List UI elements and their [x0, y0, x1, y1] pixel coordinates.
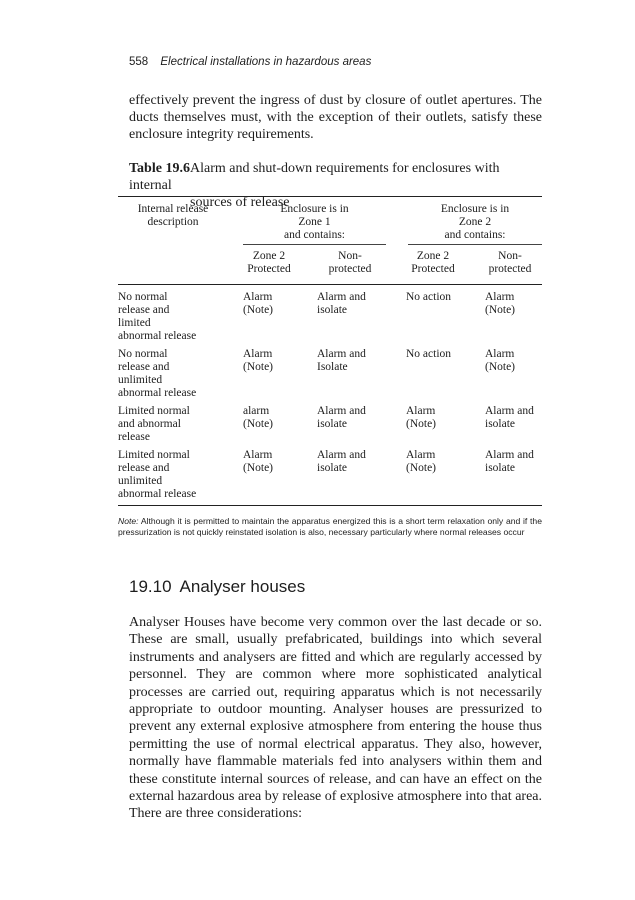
- caption-line-2: sources of release: [190, 195, 290, 210]
- row-z2-protected: [406, 291, 486, 304]
- page-number: 558: [129, 56, 149, 68]
- note-label: Note:: [118, 516, 139, 526]
- row-desc-line: No normal: [118, 291, 168, 303]
- row-desc-line: No normal: [118, 348, 168, 360]
- header-zone1-group: [243, 203, 386, 242]
- row-z2-protected: [406, 348, 486, 361]
- header-z1-protected: [237, 250, 301, 276]
- cell-line: (Note): [243, 361, 274, 373]
- row-z1-nonprotected: [317, 348, 397, 374]
- header-z1-nonprotected-line2: protected: [328, 263, 372, 275]
- row-z1-nonprotected: [317, 291, 397, 317]
- header-desc-line2: description: [147, 216, 199, 228]
- row-z2-protected: [406, 449, 486, 475]
- row-desc-line: unlimited: [118, 475, 163, 487]
- row-desc-line: Limited normal: [118, 449, 190, 461]
- section-paragraph: Analyser Houses have become very common over the last decade or so. These are small, usually prefabricated, buildings into which several instruments and analysers are fitted and which are regularly accessed by personnel. They are common where more sophisticated analytical processes are carried out, requiring apparatus which is not necessarily appropriate to outdoor mounting. Analyser houses are pressurized to prevent any external explosive atmosphere from entering the house thus permitting the use of normal electrical apparatus. They also, however, normally have flammable materials fed into analysers within them and these constitute internal sources of release, and can have an effect on the external hazardous area by release of explosive atmosphere into that area. There are three considerations:: [129, 615, 542, 822]
- row-desc-line: limited: [118, 317, 151, 329]
- table-note: [118, 516, 542, 538]
- cell-line: (Note): [485, 304, 516, 316]
- intro-paragraph: effectively prevent the ingress of dust by closure of outlet apertures. The ducts themselves must, with the exception of their outlets, satisfy these enclosure integrity requirements.: [129, 93, 542, 142]
- header-z1-protected-line1: Zone 2: [252, 250, 286, 262]
- cell-line: isolate: [317, 418, 348, 430]
- cell-line: Alarm and: [317, 291, 366, 303]
- cell-line: isolate: [485, 418, 516, 430]
- cell-line: isolate: [317, 462, 348, 474]
- header-z2-protected-line2: Protected: [411, 263, 455, 275]
- header-zone2-line1: Enclosure is in: [440, 203, 510, 215]
- row-z1-protected: [243, 348, 323, 374]
- row-desc-line: abnormal release: [118, 488, 197, 500]
- row-z2-nonprotected: [485, 348, 565, 374]
- header-z2-protected-line1: Zone 2: [416, 250, 450, 262]
- caption-line-1: Alarm and shut-down requirements for enclosures with internal: [129, 161, 500, 193]
- cell-line: (Note): [243, 462, 274, 474]
- row-z1-protected: [243, 449, 323, 475]
- row-desc: [118, 348, 233, 400]
- section-heading: [129, 577, 305, 597]
- note-text: Although it is permitted to maintain the apparatus energized this is a short term relaxation only and if the pressurization is not quickly reinstated isolation is also, necessary particularly where normal releases occur: [118, 516, 542, 537]
- cell-line: Alarm and: [317, 405, 366, 417]
- section-number: 19.10: [129, 577, 172, 596]
- header-zone1-line2: Zone 1: [298, 216, 331, 228]
- header-desc: [118, 203, 228, 229]
- row-z1-nonprotected: [317, 405, 397, 431]
- row-desc-line: Limited normal: [118, 405, 190, 417]
- header-z2-protected: [401, 250, 465, 276]
- header-zone1-line1: Enclosure is in: [280, 203, 349, 215]
- row-z1-protected: [243, 291, 323, 317]
- header-z2-nonprotected: [478, 250, 542, 276]
- table-header-rule: [118, 284, 542, 285]
- cell-line: Alarm and: [485, 449, 534, 461]
- cell-line: Alarm and: [485, 405, 534, 417]
- subheader-rule-zone1: [243, 244, 386, 245]
- row-desc: [118, 405, 233, 444]
- header-z1-nonprotected-line1: Non-: [338, 250, 362, 262]
- cell-line: Isolate: [317, 361, 348, 373]
- row-z2-nonprotected: [485, 405, 565, 431]
- table-bottom-rule: [118, 505, 542, 506]
- row-desc-line: and abnormal: [118, 418, 181, 430]
- header-zone1-line3: and contains:: [284, 229, 345, 241]
- cell-line: No action: [406, 291, 452, 303]
- row-desc: [118, 291, 233, 343]
- row-z2-nonprotected: [485, 449, 565, 475]
- cell-line: Alarm: [485, 348, 515, 360]
- row-desc-line: release and: [118, 361, 170, 373]
- cell-line: isolate: [485, 462, 516, 474]
- header-z2-nonprotected-line1: Non-: [498, 250, 522, 262]
- cell-line: Alarm: [406, 405, 436, 417]
- cell-line: (Note): [406, 462, 437, 474]
- cell-line: (Note): [243, 418, 274, 430]
- cell-line: (Note): [243, 304, 274, 316]
- cell-line: Alarm: [243, 449, 273, 461]
- row-desc-line: release: [118, 431, 150, 443]
- row-z2-protected: [406, 405, 486, 431]
- row-desc-line: release and: [118, 462, 170, 474]
- cell-line: No action: [406, 348, 452, 360]
- cell-line: (Note): [485, 361, 516, 373]
- row-desc-line: release and: [118, 304, 170, 316]
- cell-line: Alarm: [243, 291, 273, 303]
- subheader-rule-zone2: [408, 244, 542, 245]
- header-z2-nonprotected-line2: protected: [488, 263, 532, 275]
- table-top-rule: [118, 196, 542, 197]
- header-z1-protected-line2: Protected: [247, 263, 291, 275]
- table-label: Table 19.6: [129, 161, 190, 176]
- header-zone2-group: [408, 203, 542, 242]
- row-desc: [118, 449, 233, 501]
- cell-line: isolate: [317, 304, 348, 316]
- cell-line: Alarm and: [317, 348, 366, 360]
- cell-line: alarm: [243, 405, 270, 417]
- section-title: Analyser houses: [179, 577, 306, 596]
- cell-line: Alarm: [243, 348, 273, 360]
- cell-line: Alarm: [485, 291, 515, 303]
- header-zone2-line3: and contains:: [444, 229, 506, 241]
- cell-line: Alarm: [406, 449, 436, 461]
- row-desc-line: abnormal release: [118, 330, 197, 342]
- row-z1-nonprotected: [317, 449, 397, 475]
- header-zone2-line2: Zone 2: [458, 216, 492, 228]
- header-z1-nonprotected: [318, 250, 382, 276]
- row-z1-protected: [243, 405, 323, 431]
- running-head-title: Electrical installations in hazardous areas: [160, 56, 372, 68]
- row-z2-nonprotected: [485, 291, 565, 317]
- row-desc-line: unlimited: [118, 374, 163, 386]
- row-desc-line: abnormal release: [118, 387, 197, 399]
- header-desc-line1: Internal release: [137, 203, 209, 215]
- cell-line: Alarm and: [317, 449, 366, 461]
- cell-line: (Note): [406, 418, 437, 430]
- running-head: [129, 56, 371, 68]
